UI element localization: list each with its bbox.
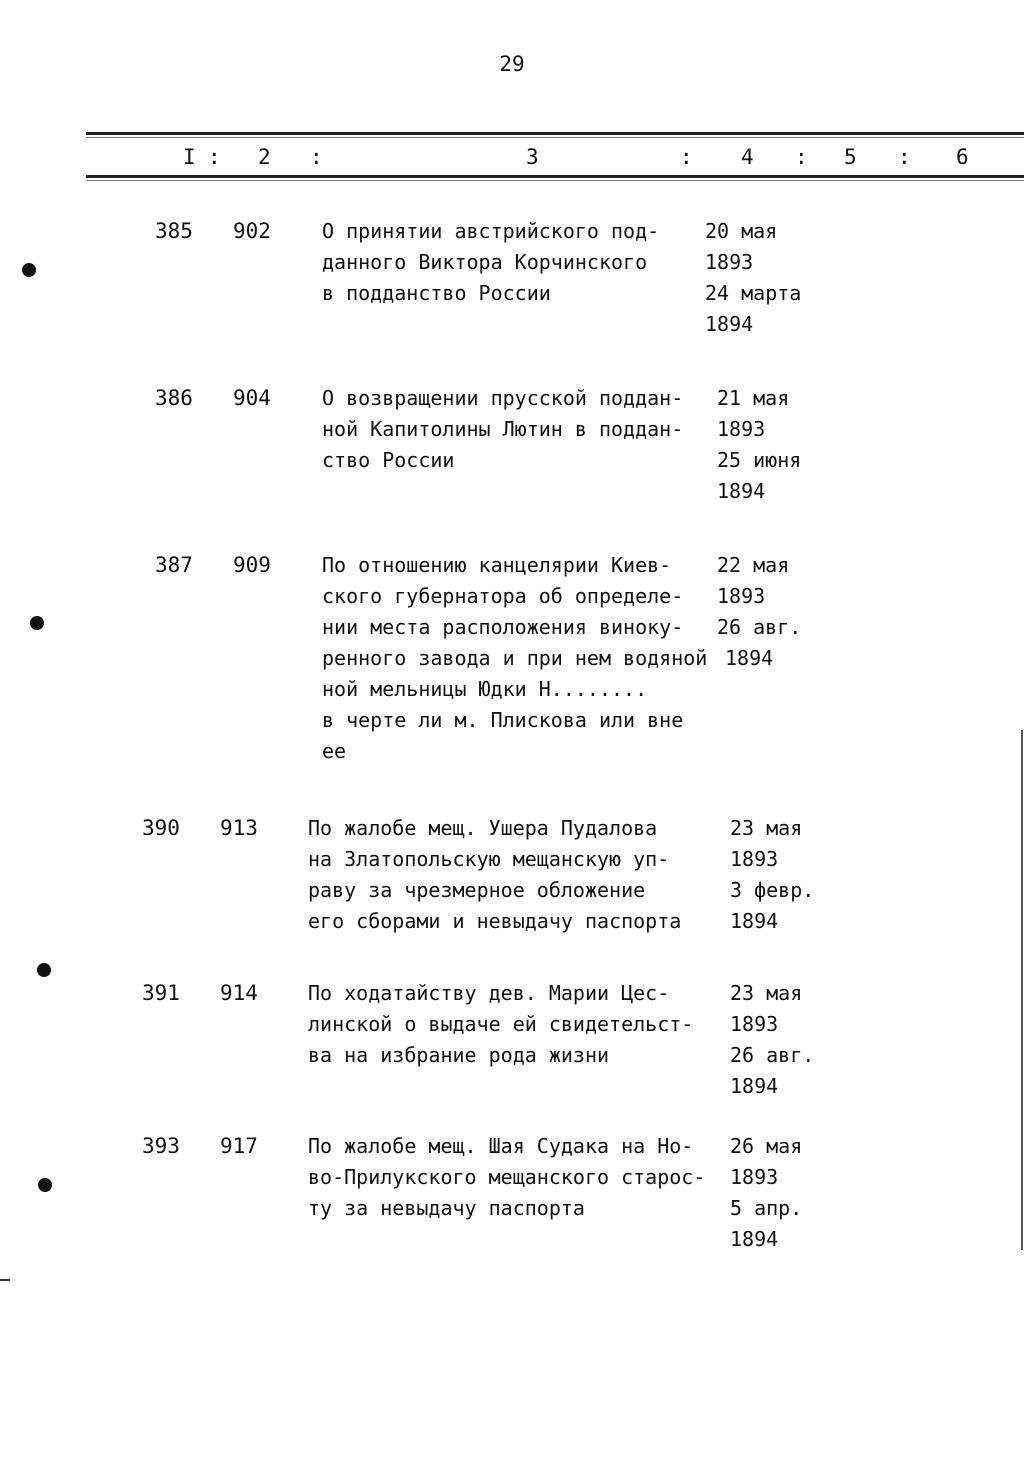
entry-date-line: 23 мая bbox=[730, 816, 803, 840]
edge-mark bbox=[0, 1279, 10, 1281]
entry-date-line: 1894 bbox=[705, 312, 754, 336]
entry-title bbox=[308, 978, 693, 1071]
entry-title-line: ство России bbox=[322, 448, 455, 472]
entry-seq-number: 390 bbox=[142, 816, 180, 840]
entry-date-line: 1893 bbox=[705, 250, 754, 274]
entry-case-number: 917 bbox=[220, 1134, 258, 1158]
entry-date-line: 1893 bbox=[730, 1012, 779, 1036]
entry-title-line: ва на избрание рода жизни bbox=[308, 1043, 610, 1067]
column-header-5: 5 bbox=[844, 145, 857, 169]
entry-title-line: По отношению канцелярии Киев- bbox=[322, 553, 672, 577]
entry-title-line: По ходатайству дев. Марии Цес- bbox=[308, 981, 670, 1005]
entry-date-line: 23 мая bbox=[730, 981, 803, 1005]
entry-case-number: 902 bbox=[233, 219, 271, 243]
entry-date-line: 26 мая bbox=[730, 1134, 803, 1158]
table-header-top-rule bbox=[86, 132, 1024, 135]
entry-seq-number: 387 bbox=[155, 553, 193, 577]
entry-title-line: во-Прилукского мещанского старос- bbox=[308, 1165, 706, 1189]
table-header-top-rule-thin bbox=[86, 137, 1024, 138]
entry-title-line: ной мельницы Юдки Н........ bbox=[322, 677, 648, 701]
entry-date-line: 1893 bbox=[730, 1165, 779, 1189]
entry-seq-number: 391 bbox=[142, 981, 180, 1005]
table-header-bottom-rule-thin bbox=[86, 180, 1024, 181]
column-header-2: 2 bbox=[258, 145, 271, 169]
column-header-1: I bbox=[183, 145, 196, 169]
entry-title bbox=[308, 813, 681, 937]
entry-title-line: О принятии австрийского под- bbox=[322, 219, 660, 243]
entry-seq-number: 386 bbox=[155, 386, 193, 410]
entry-dates bbox=[730, 1131, 802, 1255]
column-separator: : bbox=[208, 145, 221, 169]
entry-case-number: 909 bbox=[233, 553, 271, 577]
column-separator: : bbox=[310, 145, 323, 169]
entry-title-line: его сборами и невыдачу паспорта bbox=[308, 909, 682, 933]
entry-title-line: раву за чрезмерное обложение bbox=[308, 878, 646, 902]
entry-title-line: линской о выдаче ей свидетельст- bbox=[308, 1012, 694, 1036]
entry-title-line: ной Капитолины Лютин в поддан- bbox=[322, 417, 684, 441]
page-number: 29 bbox=[499, 52, 525, 76]
entry-title-line: ту за невыдачу паспорта bbox=[308, 1196, 585, 1220]
entry-title-line: ского губернатора об определе- bbox=[322, 584, 684, 608]
entry-title-line: на Златопольскую мещанскую уп- bbox=[308, 847, 670, 871]
punch-hole bbox=[38, 1178, 52, 1192]
entry-date-line: 24 марта bbox=[705, 281, 802, 305]
entry-date-line: 1894 bbox=[730, 1074, 779, 1098]
column-header-3: 3 bbox=[526, 145, 539, 169]
punch-hole bbox=[37, 963, 51, 977]
entry-date-line: 25 июня bbox=[717, 448, 802, 472]
column-separator: : bbox=[898, 145, 911, 169]
entry-title-line: нии места расположения винoку- bbox=[322, 615, 684, 639]
entry-dates bbox=[705, 216, 801, 340]
punch-hole bbox=[30, 616, 44, 630]
entry-date-line: 1894 bbox=[725, 646, 774, 670]
entry-date-line: 1894 bbox=[730, 909, 779, 933]
entry-date-line: 20 мая bbox=[705, 219, 778, 243]
entry-title-line: О возвращении прусской поддан- bbox=[322, 386, 684, 410]
column-separator: : bbox=[680, 145, 693, 169]
entry-title-line: ее bbox=[322, 739, 347, 763]
column-header-6: 6 bbox=[956, 145, 969, 169]
entry-title-line: в подданство России bbox=[322, 281, 551, 305]
entry-case-number: 904 bbox=[233, 386, 271, 410]
entry-date-line: 22 мая bbox=[717, 553, 790, 577]
entry-title-line: в черте ли м. Плискова или вне bbox=[322, 708, 684, 732]
entry-date-line: 1894 bbox=[730, 1227, 779, 1251]
entry-case-number: 913 bbox=[220, 816, 258, 840]
entry-dates bbox=[730, 978, 814, 1102]
entry-date-line: 21 мая bbox=[717, 386, 790, 410]
entry-dates bbox=[717, 383, 801, 507]
entry-title bbox=[322, 383, 683, 476]
entry-date-line: 1894 bbox=[717, 479, 766, 503]
entry-title-line: По жалобе мещ. Ушера Пудалова bbox=[308, 816, 658, 840]
entry-case-number: 914 bbox=[220, 981, 258, 1005]
entry-date-line: 1893 bbox=[717, 584, 766, 608]
entry-title-line: По жалобе мещ. Шая Судака на Но- bbox=[308, 1134, 694, 1158]
entry-date-line: 5 апр. bbox=[730, 1196, 803, 1220]
entry-date-line: 26 авг. bbox=[717, 615, 802, 639]
entry-date-line: 1893 bbox=[730, 847, 779, 871]
entry-date-line: 26 авг. bbox=[730, 1043, 815, 1067]
entry-title bbox=[322, 216, 659, 309]
entry-date-line: 3 февр. bbox=[730, 878, 815, 902]
edge-mark bbox=[1021, 730, 1023, 1250]
table-header-bottom-rule bbox=[86, 175, 1024, 178]
entry-date-line: 1893 bbox=[717, 417, 766, 441]
column-separator: : bbox=[795, 145, 808, 169]
entry-dates bbox=[717, 550, 801, 674]
punch-hole bbox=[22, 263, 36, 277]
entry-dates bbox=[730, 813, 814, 937]
entry-title bbox=[308, 1131, 705, 1224]
column-header-4: 4 bbox=[741, 145, 754, 169]
entry-seq-number: 385 bbox=[155, 219, 193, 243]
entry-seq-number: 393 bbox=[142, 1134, 180, 1158]
entry-title bbox=[322, 550, 707, 767]
entry-title-line: данного Виктора Корчинского bbox=[322, 250, 648, 274]
entry-title-line: ренного завода и при нем водяной bbox=[322, 646, 708, 670]
